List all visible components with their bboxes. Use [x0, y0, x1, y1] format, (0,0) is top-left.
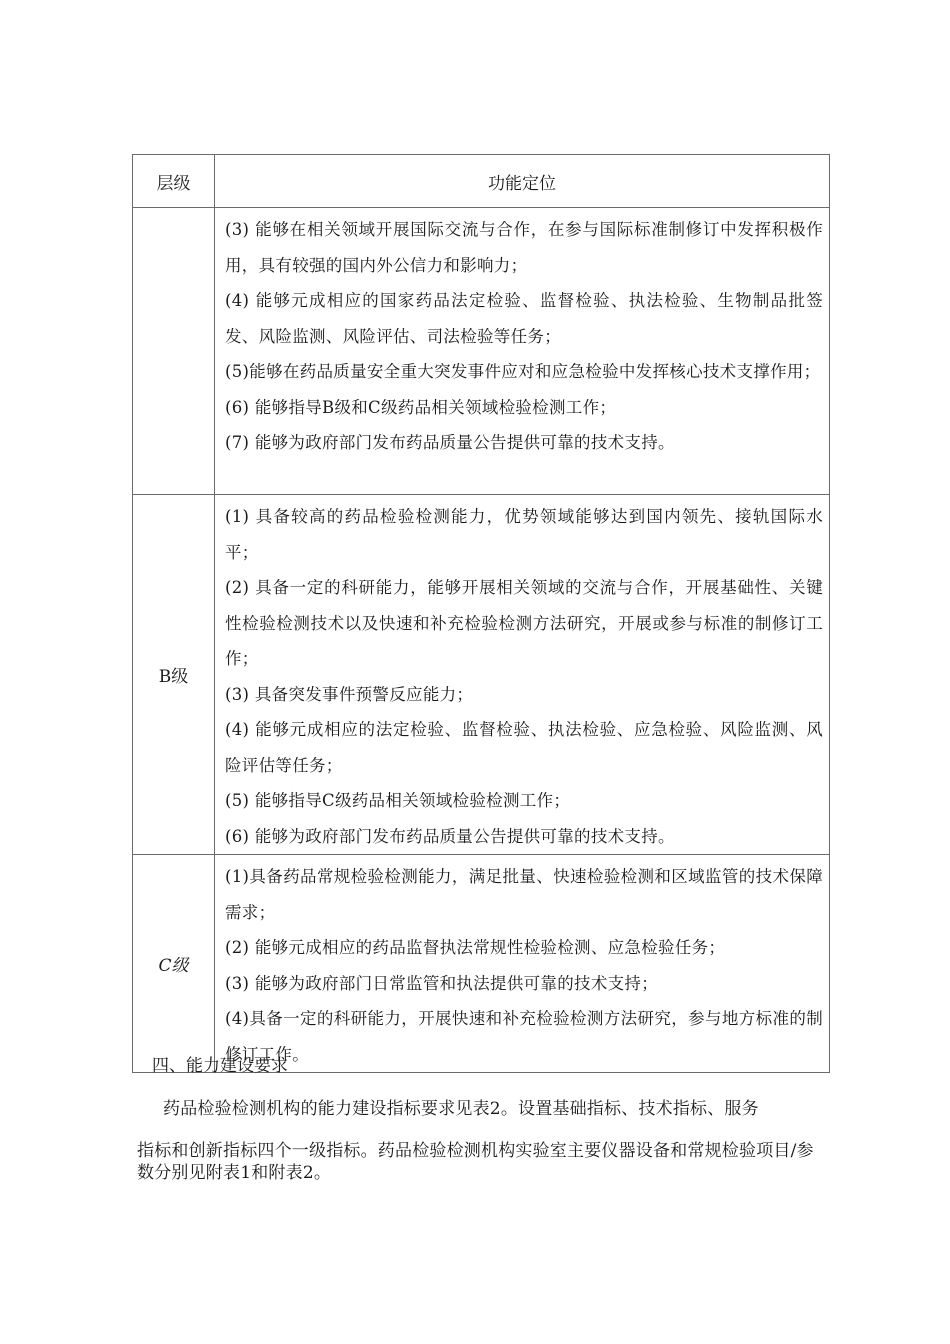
list-item: (2) 能够元成相应的药品监督执法常规性检验检测、应急检验任务；: [225, 938, 726, 957]
table-row: [133, 855, 830, 1073]
list-item: (5) 能够指导C级药品相关领域检验检测工作；: [225, 791, 571, 810]
header-function: 功能定位: [215, 155, 830, 208]
function-cell: [215, 495, 830, 855]
body-paragraph: 药品检验检测机构的能力建设指标要求见表2。设置基础指标、技术指标、服务: [163, 1099, 759, 1119]
list-item: (6) 能够为政府部门发布药品质量公告提供可靠的技术支持。: [225, 826, 675, 846]
list-item: (4) 能够元成相应的国家药品法定检验、监督检验、执法检验、生物制品批签发、风险监测、风险评估、司法检验等任务；: [225, 291, 823, 346]
list-item: (1)具备药品常规检验检测能力，满足批量、快速检验检测和区域监管的技术保障需求；: [225, 867, 823, 922]
list-item: (4) 能够元成相应的法定检验、监督检验、执法检验、应急检验、风险监测、风险评估等任务；: [225, 720, 823, 775]
table-header-row: [133, 155, 830, 208]
list-item: (1) 具备较高的药品检验检测能力，优势领域能够达到国内领先、接轨国际水平；: [225, 507, 823, 562]
section-heading: 四、能力建设要求: [152, 1056, 288, 1076]
list-item: (5)能够在药品质量安全重大突发事件应对和应急检验中发挥核心技术支撑作用；: [225, 362, 821, 381]
list-item: (2) 具备一定的科研能力，能够开展相关领域的交流与合作，开展基础性、关键性检验检测技术以及快速和补充检验检测方法研究，开展或参与标准的制修订工作；: [225, 578, 823, 668]
body-paragraph: 指标和创新指标四个一级指标。药品检验检测机构实验室主要仪器设备和常规检验项目/参数分别见附表1和附表2。: [137, 1141, 814, 1183]
list-item: (7) 能够为政府部门发布药品质量公告提供可靠的技术支持。: [225, 433, 675, 452]
list-item: (3) 具备突发事件预警反应能力；: [225, 684, 474, 704]
table-row: [133, 208, 830, 495]
list-item: (3) 能够在相关领域开展国际交流与合作，在参与国际标准制修订中发挥积极作用，具有较强的国内外公信力和影响力；: [225, 220, 823, 275]
list-item: (4)具备一定的科研能力，开展快速和补充检验检测方法研究，参与地方标准的制修订工作。: [225, 1009, 823, 1064]
function-positioning-table: [132, 154, 830, 1073]
table-row: [133, 495, 830, 855]
level-cell: [133, 208, 215, 495]
list-item: (6) 能够指导B级和C级药品相关领域检验检测工作；: [225, 397, 617, 417]
level-cell: C级: [133, 855, 215, 1073]
function-cell: [215, 208, 830, 495]
function-cell: [215, 855, 830, 1073]
list-item: (3) 能够为政府部门日常监管和执法提供可靠的技术支持；: [225, 973, 659, 993]
level-cell: B级: [133, 495, 215, 855]
header-level: 层级: [133, 155, 215, 208]
